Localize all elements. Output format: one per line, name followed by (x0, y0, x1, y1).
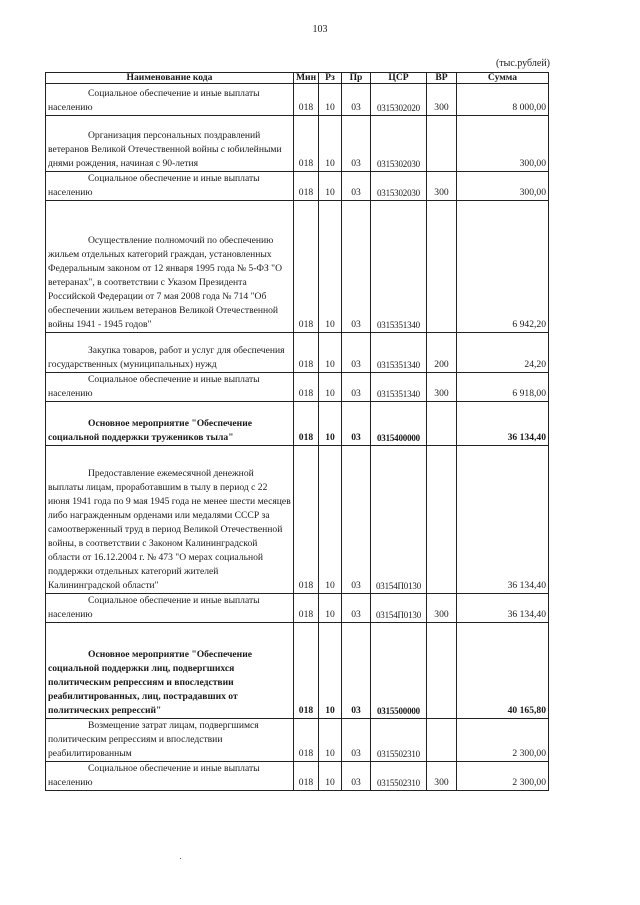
table-row (46, 172, 549, 201)
cell-csr: 0315502310 (371, 762, 427, 791)
header-min: Мин (294, 73, 319, 84)
cell-vr (427, 116, 457, 172)
cell-rz: 10 (319, 446, 342, 594)
cell-sum: 40 165,80 (457, 623, 549, 719)
table-row (46, 373, 549, 402)
row-label: Организация персональных поздравлений ветеранов Великой Отечественной войны с юбилейными днями рождения, начиная с 90-летия (48, 130, 282, 169)
cell-pr: 03 (342, 116, 371, 172)
budget-table (45, 72, 549, 791)
cell-vr: 300 (427, 762, 457, 791)
cell-csr: 0315351340 (371, 333, 427, 373)
cell-sum: 2 300,00 (457, 719, 549, 762)
cell-sum: 300,00 (457, 172, 549, 201)
row-label: Осуществление полномочий по обеспечению жильем отдельных категорий граждан, установленных Федеральным законом от 12 января 1995 года № 5-ФЗ "О ветеранах", в соответствии с Указом Президента Российской Федерации от 7 мая 2008 года № 714 "Об обеспечении жильем ветеранов Великой Отечественной войны 1941 - 1945 годов" (48, 235, 283, 330)
cell-pr: 03 (342, 719, 371, 762)
cell-vr: 300 (427, 373, 457, 402)
cell-min: 018 (294, 446, 319, 594)
row-label: Предоставление ежемесячной денежной выплаты лицам, проработавшим в тылу в период с 22 июня 1941 года по 9 мая 1945 года не менее шести месяцев либо награжденным орденами или медалями СССР за самоотверженный труд в период Великой Отечественной войны, в соответствии с Законом Калининградской области от 16.12.2004 г. № 473 "О мерах социальной поддержки отдельных категорий жителей Калининградской области" (48, 468, 291, 591)
cell-rz: 10 (319, 623, 342, 719)
table-row (46, 719, 549, 762)
table-row (46, 116, 549, 172)
cell-pr: 03 (342, 623, 371, 719)
cell-name (46, 333, 294, 373)
page-number: 103 (312, 24, 328, 35)
cell-rz: 10 (319, 594, 342, 623)
cell-min: 018 (294, 623, 319, 719)
cell-csr: 0315500000 (371, 623, 427, 719)
units-note: (тыс.рублей) (495, 58, 550, 69)
row-label: Социальное обеспечение и иные выплаты населению (48, 88, 260, 113)
row-label: Закупка товаров, работ и услуг для обеспечения государственных (муниципальных) нужд (48, 345, 285, 370)
cell-sum: 36 134,40 (457, 446, 549, 594)
cell-sum: 6 942,20 (457, 201, 549, 333)
cell-name (46, 719, 294, 762)
cell-min: 018 (294, 594, 319, 623)
cell-pr: 03 (342, 333, 371, 373)
cell-csr: 0315502310 (371, 719, 427, 762)
header-vr: ВР (427, 73, 457, 84)
cell-name (46, 172, 294, 201)
cell-rz: 10 (319, 719, 342, 762)
scan-speck (180, 858, 181, 859)
cell-csr: 0315351340 (371, 201, 427, 333)
cell-sum: 8 000,00 (457, 84, 549, 116)
cell-vr (427, 201, 457, 333)
cell-sum: 24,20 (457, 333, 549, 373)
row-label: Социальное обеспечение и иные выплаты населению (48, 173, 260, 198)
table-header-row (46, 73, 549, 84)
table-row (46, 762, 549, 791)
cell-rz: 10 (319, 373, 342, 402)
table-row (46, 84, 549, 116)
cell-min: 018 (294, 84, 319, 116)
cell-pr: 03 (342, 172, 371, 201)
cell-sum: 6 918,00 (457, 373, 549, 402)
row-label: Социальное обеспечение и иные выплаты населению (48, 374, 260, 399)
cell-name (46, 402, 294, 446)
cell-rz: 10 (319, 116, 342, 172)
cell-min: 018 (294, 719, 319, 762)
table-row (46, 446, 549, 594)
cell-vr: 300 (427, 84, 457, 116)
cell-pr: 03 (342, 446, 371, 594)
cell-rz: 10 (319, 201, 342, 333)
cell-min: 018 (294, 333, 319, 373)
cell-pr: 03 (342, 84, 371, 116)
cell-name (46, 446, 294, 594)
header-pr: Пр (342, 73, 371, 84)
cell-csr: 0315302020 (371, 84, 427, 116)
header-name: Наименование кода (46, 73, 294, 84)
cell-vr: 300 (427, 172, 457, 201)
cell-min: 018 (294, 762, 319, 791)
cell-vr: 200 (427, 333, 457, 373)
cell-pr: 03 (342, 594, 371, 623)
table-row (46, 594, 549, 623)
row-label: Социальное обеспечение и иные выплаты населению (48, 763, 260, 788)
cell-pr: 03 (342, 201, 371, 333)
table-row (46, 333, 549, 373)
cell-sum: 300,00 (457, 116, 549, 172)
cell-rz: 10 (319, 84, 342, 116)
cell-name (46, 623, 294, 719)
cell-rz: 10 (319, 402, 342, 446)
cell-vr (427, 402, 457, 446)
cell-rz: 10 (319, 762, 342, 791)
header-rz: Рз (319, 73, 342, 84)
cell-rz: 10 (319, 172, 342, 201)
header-sum: Сумма (457, 73, 549, 84)
cell-sum: 36 134,40 (457, 402, 549, 446)
cell-min: 018 (294, 116, 319, 172)
cell-name (46, 594, 294, 623)
row-label: Основное мероприятие "Обеспечение социальной поддержки лиц, подвергшихся политическим репрессиям и впоследствии реабилитированных, лиц, пострадавших от политических репрессий" (48, 649, 252, 716)
cell-csr: 0315302030 (371, 116, 427, 172)
cell-min: 018 (294, 402, 319, 446)
cell-rz: 10 (319, 333, 342, 373)
row-label: Основное мероприятие "Обеспечение социальной поддержки тружеников тыла" (48, 418, 252, 443)
cell-csr: 0315400000 (371, 402, 427, 446)
cell-csr: 0315351340 (371, 373, 427, 402)
cell-pr: 03 (342, 762, 371, 791)
cell-name (46, 373, 294, 402)
cell-sum: 2 300,00 (457, 762, 549, 791)
cell-name (46, 84, 294, 116)
cell-vr: 300 (427, 594, 457, 623)
row-label: Возмещение затрат лицам, подвергшимся политическим репрессиям и впоследствии реабилитированным (48, 720, 259, 759)
cell-min: 018 (294, 201, 319, 333)
cell-vr (427, 623, 457, 719)
table-row (46, 201, 549, 333)
table-row (46, 402, 549, 446)
cell-csr: 0315302030 (371, 172, 427, 201)
row-label: Социальное обеспечение и иные выплаты населению (48, 595, 260, 620)
cell-min: 018 (294, 172, 319, 201)
cell-min: 018 (294, 373, 319, 402)
cell-csr: 03154П0130 (371, 594, 427, 623)
cell-name (46, 201, 294, 333)
header-csr: ЦСР (371, 73, 427, 84)
cell-name (46, 762, 294, 791)
cell-name (46, 116, 294, 172)
cell-pr: 03 (342, 402, 371, 446)
cell-sum: 36 134,40 (457, 594, 549, 623)
cell-vr (427, 446, 457, 594)
cell-pr: 03 (342, 373, 371, 402)
cell-csr: 03154П0130 (371, 446, 427, 594)
cell-vr (427, 719, 457, 762)
table-row (46, 623, 549, 719)
